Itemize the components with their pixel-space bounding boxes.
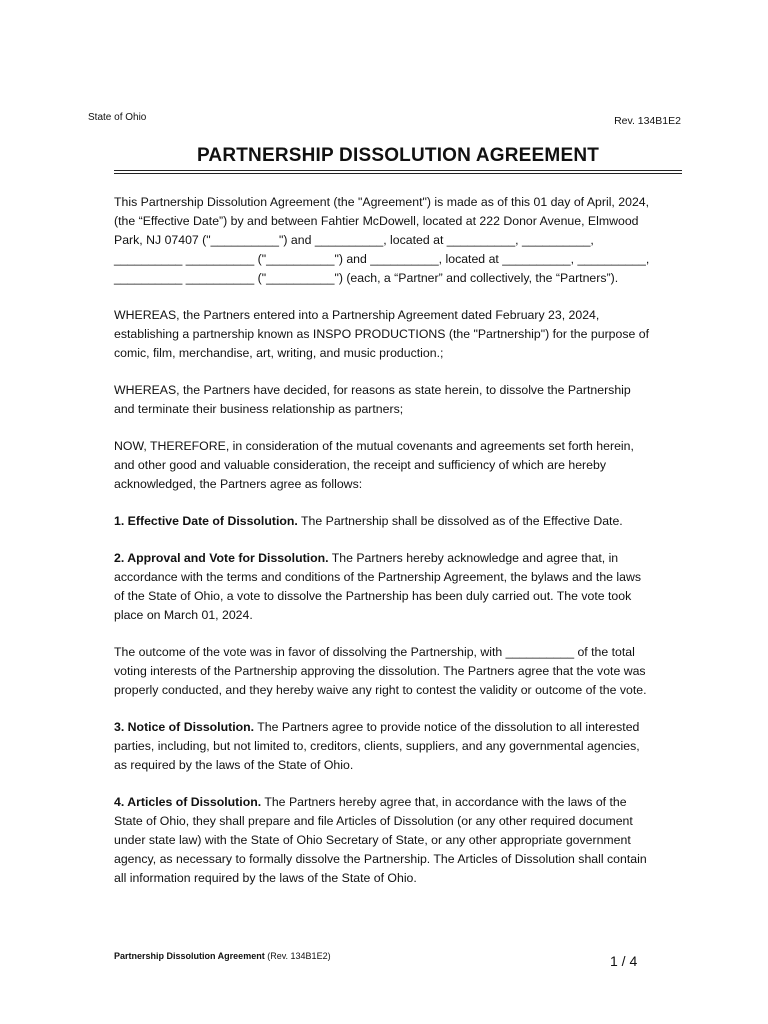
section-effective-date	[114, 512, 650, 531]
section-vote-outcome	[114, 643, 650, 700]
title-rule-top	[114, 170, 682, 171]
section-text: The Partners hereby agree that, in accordance with the laws of the State of Ohio, they shall prepare and file Articles of Dissolution (or any other required document under state law) with the State of Ohio Secretary of State, or any other appropriate government agency, as necessary to formally dissolve the Partnership. The Articles of Dissolution shall contain all information required by the laws of the State of Ohio.	[114, 795, 647, 885]
section-articles	[114, 793, 650, 888]
footer-document-name	[114, 951, 331, 961]
section-text: The Partners agree to provide notice of the dissolution to all interested parties, including, but not limited to, creditors, clients, suppliers, and any governmental agencies, as required by the laws of the State of Ohio.	[114, 720, 640, 772]
whereas-paragraph-2: WHEREAS, the Partners have decided, for reasons as state herein, to dissolve the Partnership and terminate their business relationship as partners;	[114, 383, 631, 416]
intro-paragraph: This Partnership Dissolution Agreement (the "Agreement") is made as of this 01 day of April, 2024, (the “Effective Date”) by and between Fahtier McDowell, located at 222 Donor Avenue, Elmwood Park, NJ 07407 ("__________") and __________, located at __________, __________, __________ __________ ("__________") and __________, located at __________, __________, __________ __________ ("__________") (each, a “Partner” and collectively, the “Partners”).	[114, 195, 650, 285]
section-text: The outcome of the vote was in favor of dissolving the Partnership, with __________ of the total voting interests of the Partnership approving the dissolution. The Partners agree that the vote was properly conducted, and they hereby waive any right to contest the validity or outcome of the vote.	[114, 645, 647, 697]
footer-doc-rev: (Rev. 134B1E2)	[264, 951, 331, 961]
section-text: The Partnership shall be dissolved as of the Effective Date.	[297, 514, 623, 528]
document-title: PARTNERSHIP DISSOLUTION AGREEMENT	[196, 145, 600, 166]
section-heading: 2. Approval and Vote for Dissolution.	[114, 551, 329, 565]
header-state: State of Ohio	[88, 112, 147, 123]
document-body	[114, 193, 650, 906]
title-rule-bottom	[114, 173, 682, 174]
section-heading: 4. Articles of Dissolution.	[114, 795, 262, 809]
section-notice	[114, 718, 650, 775]
whereas-paragraph-1: WHEREAS, the Partners entered into a Partnership Agreement dated February 23, 2024, establishing a partnership known as INSPO PRODUCTIONS (the "Partnership") for the purpose of comic, film, merchandise, art, writing, and music production.;	[114, 308, 649, 360]
page-indicator: 1 / 4	[610, 953, 638, 969]
section-heading: 3. Notice of Dissolution.	[114, 720, 255, 734]
now-therefore-paragraph: NOW, THEREFORE, in consideration of the mutual covenants and agreements set forth herein, and other good and valuable consideration, the receipt and sufficiency of which are hereby acknowledged, the Partners agree as follows:	[114, 439, 634, 491]
section-heading: 1. Effective Date of Dissolution.	[114, 514, 298, 528]
footer-doc-title: Partnership Dissolution Agreement	[114, 951, 265, 961]
section-text: The Partners hereby acknowledge and agree that, in accordance with the terms and conditions of the Partnership Agreement, the bylaws and the laws of the State of Ohio, a vote to dissolve the Partnership has been duly carried out. The vote took place on March 01, 2024.	[114, 551, 642, 622]
header-revision: Rev. 134B1E2	[614, 115, 681, 127]
section-approval-vote	[114, 549, 650, 625]
